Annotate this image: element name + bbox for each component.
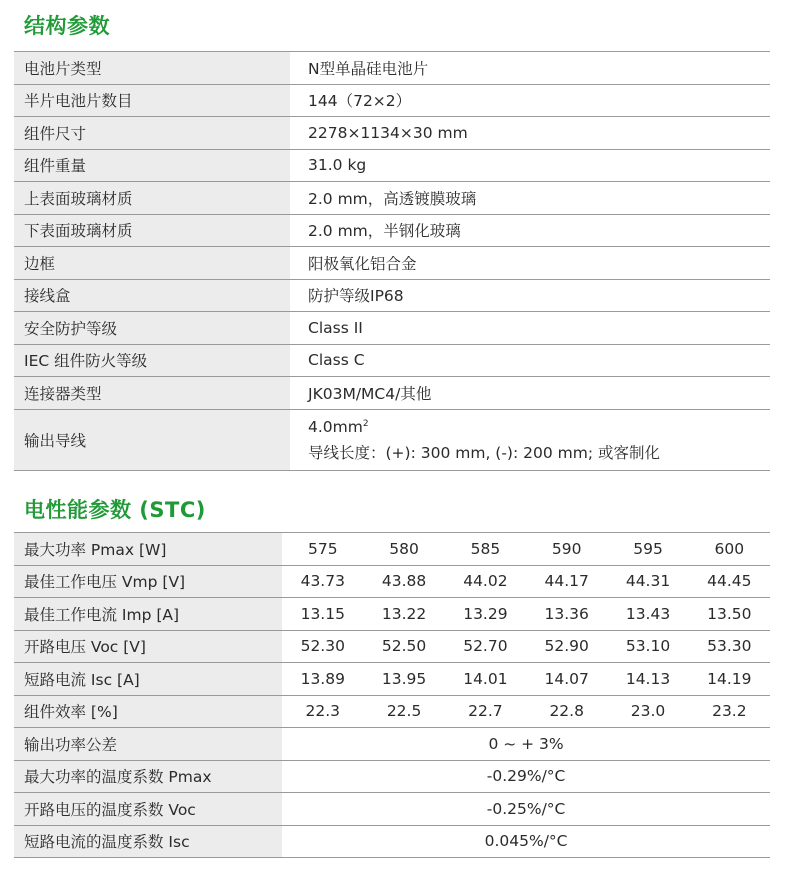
row-label: 最佳工作电流 Imp [A]: [14, 598, 282, 631]
cable-value: [290, 409, 770, 470]
row-label: 电池片类型: [14, 52, 290, 85]
row-label: 最大功率 Pmax [W]: [14, 533, 282, 566]
cell-value: 13.36: [526, 598, 607, 631]
structural-section-title: 结构参数: [24, 14, 110, 38]
row-value: JK03M/MC4/其他: [290, 377, 770, 410]
row-value: Class II: [290, 312, 770, 345]
row-value: 31.0 kg: [290, 149, 770, 182]
cell-value: 585: [445, 533, 526, 566]
row-label: 最佳工作电压 Vmp [V]: [14, 565, 282, 598]
row-label: 边框: [14, 247, 290, 280]
row-label: 开路电压的温度系数 Voc: [14, 793, 282, 826]
row-label: 接线盒: [14, 279, 290, 312]
row-label: 输出功率公差: [14, 728, 282, 761]
cell-value: 44.02: [445, 565, 526, 598]
cell-value: 22.5: [363, 695, 444, 728]
table-row: [14, 630, 770, 663]
cell-value: 44.17: [526, 565, 607, 598]
cell-value: 13.89: [282, 663, 363, 696]
table-row: [14, 533, 770, 566]
cell-value: 600: [689, 533, 770, 566]
cell-value: 595: [607, 533, 688, 566]
cell-value: 44.45: [689, 565, 770, 598]
cell-value: 22.8: [526, 695, 607, 728]
cell-value: 14.19: [689, 663, 770, 696]
table-row: [14, 598, 770, 631]
electrical-section-title: 电性能参数 (STC): [24, 498, 206, 522]
table-row: [14, 84, 770, 117]
cell-value: 44.31: [607, 565, 688, 598]
cell-value: 0 ~ + 3%: [282, 728, 770, 761]
cell-value: 22.7: [445, 695, 526, 728]
row-value: 2.0 mm，半钢化玻璃: [290, 214, 770, 247]
cable-cross-section: [308, 414, 770, 440]
cell-value: 590: [526, 533, 607, 566]
cell-value: 13.95: [363, 663, 444, 696]
table-row: [14, 728, 770, 761]
row-label: 短路电流的温度系数 Isc: [14, 825, 282, 858]
cell-value: 52.50: [363, 630, 444, 663]
cell-value: 13.29: [445, 598, 526, 631]
superscript: 2: [362, 418, 369, 429]
table-row: [14, 663, 770, 696]
table-row: [14, 565, 770, 598]
table-row: [14, 825, 770, 858]
row-value: N型单晶硅电池片: [290, 52, 770, 85]
row-value: 144（72×2）: [290, 84, 770, 117]
cell-value: 53.10: [607, 630, 688, 663]
cell-value: 23.0: [607, 695, 688, 728]
cell-value: -0.25%/°C: [282, 793, 770, 826]
table-row: [14, 312, 770, 345]
row-label: IEC 组件防火等级: [14, 344, 290, 377]
table-row: [14, 52, 770, 85]
table-row: [14, 344, 770, 377]
cell-value: 575: [282, 533, 363, 566]
row-label: 最大功率的温度系数 Pmax: [14, 760, 282, 793]
table-row: [14, 793, 770, 826]
row-value: 2278×1134×30 mm: [290, 117, 770, 150]
row-value: Class C: [290, 344, 770, 377]
row-label: 输出导线: [14, 409, 290, 470]
table-row: [14, 695, 770, 728]
row-label: 上表面玻璃材质: [14, 182, 290, 215]
cable-cross-section-value: 4.0mm: [308, 417, 363, 436]
cell-value: 14.01: [445, 663, 526, 696]
cell-value: 13.22: [363, 598, 444, 631]
cell-value: -0.29%/°C: [282, 760, 770, 793]
table-row: [14, 760, 770, 793]
row-value: 2.0 mm，高透镀膜玻璃: [290, 182, 770, 215]
table-row: [14, 182, 770, 215]
electrical-parameters-table: [14, 532, 770, 858]
row-label: 下表面玻璃材质: [14, 214, 290, 247]
row-label: 短路电流 Isc [A]: [14, 663, 282, 696]
table-row: [14, 279, 770, 312]
row-label: 开路电压 Voc [V]: [14, 630, 282, 663]
cell-value: 52.70: [445, 630, 526, 663]
cell-value: 13.43: [607, 598, 688, 631]
row-label: 半片电池片数目: [14, 84, 290, 117]
table-row: [14, 117, 770, 150]
cell-value: 52.90: [526, 630, 607, 663]
cell-value: 14.13: [607, 663, 688, 696]
cell-value: 13.15: [282, 598, 363, 631]
cell-value: 0.045%/°C: [282, 825, 770, 858]
cell-value: 22.3: [282, 695, 363, 728]
row-label: 连接器类型: [14, 377, 290, 410]
cell-value: 580: [363, 533, 444, 566]
table-row: [14, 409, 770, 470]
row-label: 组件尺寸: [14, 117, 290, 150]
row-label: 组件重量: [14, 149, 290, 182]
cell-value: 13.50: [689, 598, 770, 631]
table-row: [14, 377, 770, 410]
table-row: [14, 214, 770, 247]
table-row: [14, 247, 770, 280]
row-label: 安全防护等级: [14, 312, 290, 345]
row-label: 组件效率 [%]: [14, 695, 282, 728]
cell-value: 23.2: [689, 695, 770, 728]
row-value: 防护等级IP68: [290, 279, 770, 312]
cell-value: 43.73: [282, 565, 363, 598]
cell-value: 53.30: [689, 630, 770, 663]
structural-parameters-table: [14, 51, 770, 471]
cable-length: 导线长度：(+): 300 mm, (-): 200 mm; 或客制化: [308, 443, 660, 462]
cell-value: 14.07: [526, 663, 607, 696]
table-row: [14, 149, 770, 182]
cell-value: 52.30: [282, 630, 363, 663]
row-value: 阳极氧化铝合金: [290, 247, 770, 280]
cell-value: 43.88: [363, 565, 444, 598]
